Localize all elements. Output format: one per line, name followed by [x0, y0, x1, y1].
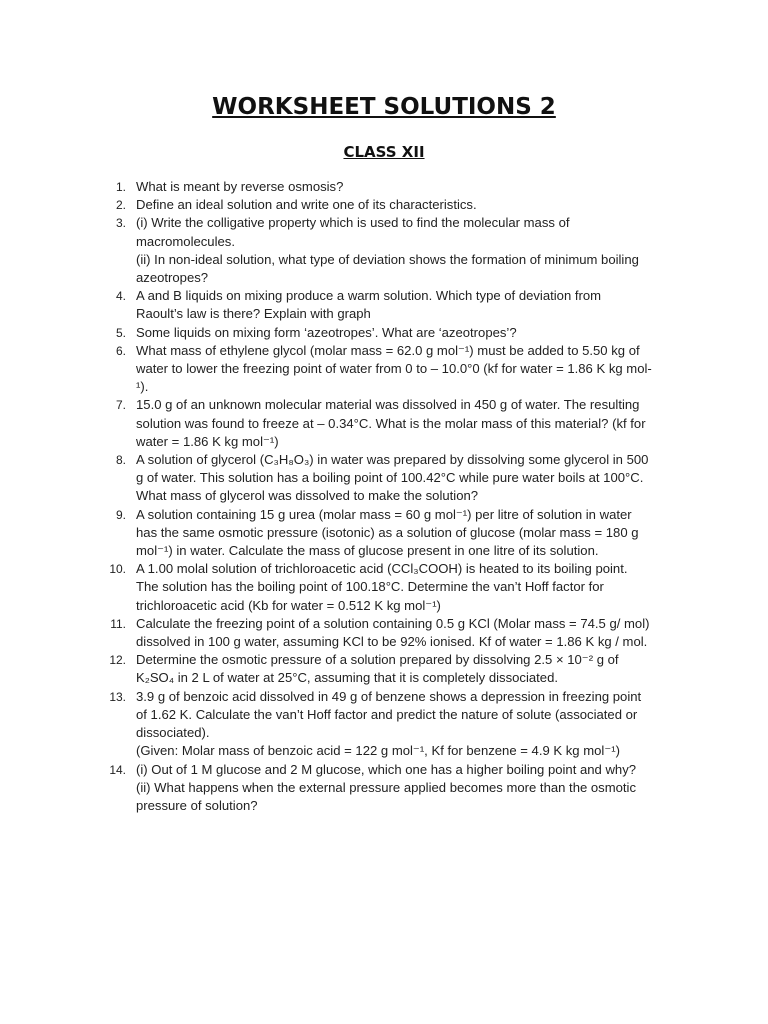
- question-text-line: What is meant by reverse osmosis?: [136, 179, 344, 194]
- question-number: 1.: [115, 180, 126, 194]
- question-number: 3.: [115, 216, 126, 231]
- question-item: [96, 761, 686, 816]
- question-item: [96, 451, 686, 506]
- question-item: [96, 688, 686, 761]
- question-text-line: 3.9 g of benzoic acid dissolved in 49 g of benzene shows a depression in freezing point: [136, 688, 642, 704]
- question-item: [96, 615, 686, 651]
- question-text-line: What mass of glycerol was dissolved to make the solution?: [136, 488, 479, 504]
- question-number: 5.: [115, 325, 126, 340]
- question-item: [96, 324, 686, 342]
- question-text-line: dissolved in 100 g water, assuming KCl to be 92% ionised. Kf of water = 1.86 K kg / mol.: [136, 634, 648, 650]
- question-text-line: A solution containing 15 g urea (molar mass = 60 g mol⁻¹) per litre of solution in water: [136, 506, 632, 522]
- question-item: [96, 287, 686, 323]
- question-text-line: Raoult’s law is there? Explain with graph: [136, 306, 371, 322]
- question-item: [96, 396, 686, 451]
- question-number: 6.: [115, 343, 126, 358]
- question-number: 8.: [115, 453, 126, 468]
- question-text-line: of 1.62 K. Calculate the van’t Hoff factor and predict the nature of solute (associated or: [136, 706, 638, 722]
- question-number: 10.: [109, 562, 126, 577]
- question-text-line: ¹).: [136, 379, 149, 395]
- question-text-line: water = 1.86 K kg mol⁻¹): [136, 433, 279, 449]
- question-number: 7.: [115, 398, 126, 413]
- question-item: [96, 178, 686, 196]
- question-item: [96, 214, 686, 287]
- question-number: 13.: [109, 689, 126, 704]
- question-number: 14.: [109, 762, 126, 777]
- question-text-line: dissociated).: [136, 725, 210, 741]
- question-number: 11.: [110, 616, 126, 631]
- question-text-line: What mass of ethylene glycol (molar mass = 62.0 g mol⁻¹) must be added to 5.50 kg of: [136, 342, 640, 358]
- question-item: [96, 506, 686, 561]
- question-number: 4.: [115, 289, 126, 304]
- question-text-line: trichloroacetic acid (Kb for water = 0.512 K kg mol⁻¹): [136, 597, 441, 613]
- question-number: 9.: [115, 507, 126, 522]
- question-text-line: Calculate the freezing point of a solution containing 0.5 g KCl (Molar mass = 74.5 g/ mol): [136, 615, 650, 631]
- question-text-line: (i) Out of 1 M glucose and 2 M glucose, which one has a higher boiling point and why?: [136, 761, 637, 777]
- question-list: [96, 178, 686, 815]
- question-item: [96, 560, 686, 615]
- question-text-line: has the same osmotic pressure (isotonic) as a solution of glucose (molar mass = 180 g: [136, 524, 639, 540]
- question-text-line: (i) Write the colligative property which is used to find the molecular mass of: [136, 215, 570, 231]
- question-text-line: macromolecules.: [136, 233, 235, 249]
- question-text-line: K₂SO₄ in 2 L of water at 25°C, assuming that it is completely dissociated.: [136, 670, 559, 686]
- question-text-line: (ii) In non-ideal solution, what type of deviation shows the formation of minimum boiling: [136, 251, 639, 267]
- question-text-line: g of water. This solution has a boiling point of 100.42°C while pure water boils at 100°C.: [136, 470, 644, 486]
- question-item: [96, 651, 686, 687]
- question-item: [96, 196, 686, 214]
- question-text-line: mol⁻¹) in water. Calculate the mass of glucose present in one litre of its solution.: [136, 543, 599, 559]
- page-title: WORKSHEET SOLUTIONS 2: [212, 94, 556, 120]
- question-text-line: pressure of solution?: [136, 797, 258, 813]
- question-text-line: water to lower the freezing point of water from 0 to – 10.0°0 (kf for water = 1.86 K kg mol-: [136, 361, 652, 377]
- question-text-line: Some liquids on mixing form ‘azeotropes’. What are ‘azeotropes’?: [136, 324, 517, 340]
- question-text-line: 15.0 g of an unknown molecular material was dissolved in 450 g of water. The resulting: [136, 397, 640, 413]
- question-text-line: (Given: Molar mass of benzoic acid = 122 g mol⁻¹, Kf for benzene = 4.9 K kg mol⁻¹): [136, 743, 620, 759]
- question-item: [96, 342, 686, 397]
- question-text-line: Define an ideal solution and write one of its characteristics.: [136, 197, 477, 213]
- question-text-line: azeotropes?: [136, 270, 209, 286]
- question-text-line: Determine the osmotic pressure of a solution prepared by dissolving 2.5 × 10⁻² g of: [136, 652, 619, 668]
- question-text-line: A solution of glycerol (C₃H₈O₃) in water was prepared by dissolving some glycerol in 500: [136, 452, 649, 468]
- question-number: 12.: [109, 653, 126, 668]
- class-heading: CLASS XII: [343, 143, 425, 161]
- question-text-line: A 1.00 molal solution of trichloroacetic acid (CCl₃COOH) is heated to its boiling point.: [136, 561, 628, 577]
- question-text-line: (ii) What happens when the external pressure applied becomes more than the osmotic: [136, 779, 637, 795]
- question-number: 2.: [115, 198, 126, 213]
- question-text-line: A and B liquids on mixing produce a warm solution. Which type of deviation from: [136, 288, 602, 304]
- question-text-line: The solution has the boiling point of 100.18°C. Determine the van’t Hoff factor for: [136, 579, 604, 595]
- question-text-line: solution was found to freeze at – 0.34°C. What is the molar mass of this material? (kf for: [136, 415, 646, 431]
